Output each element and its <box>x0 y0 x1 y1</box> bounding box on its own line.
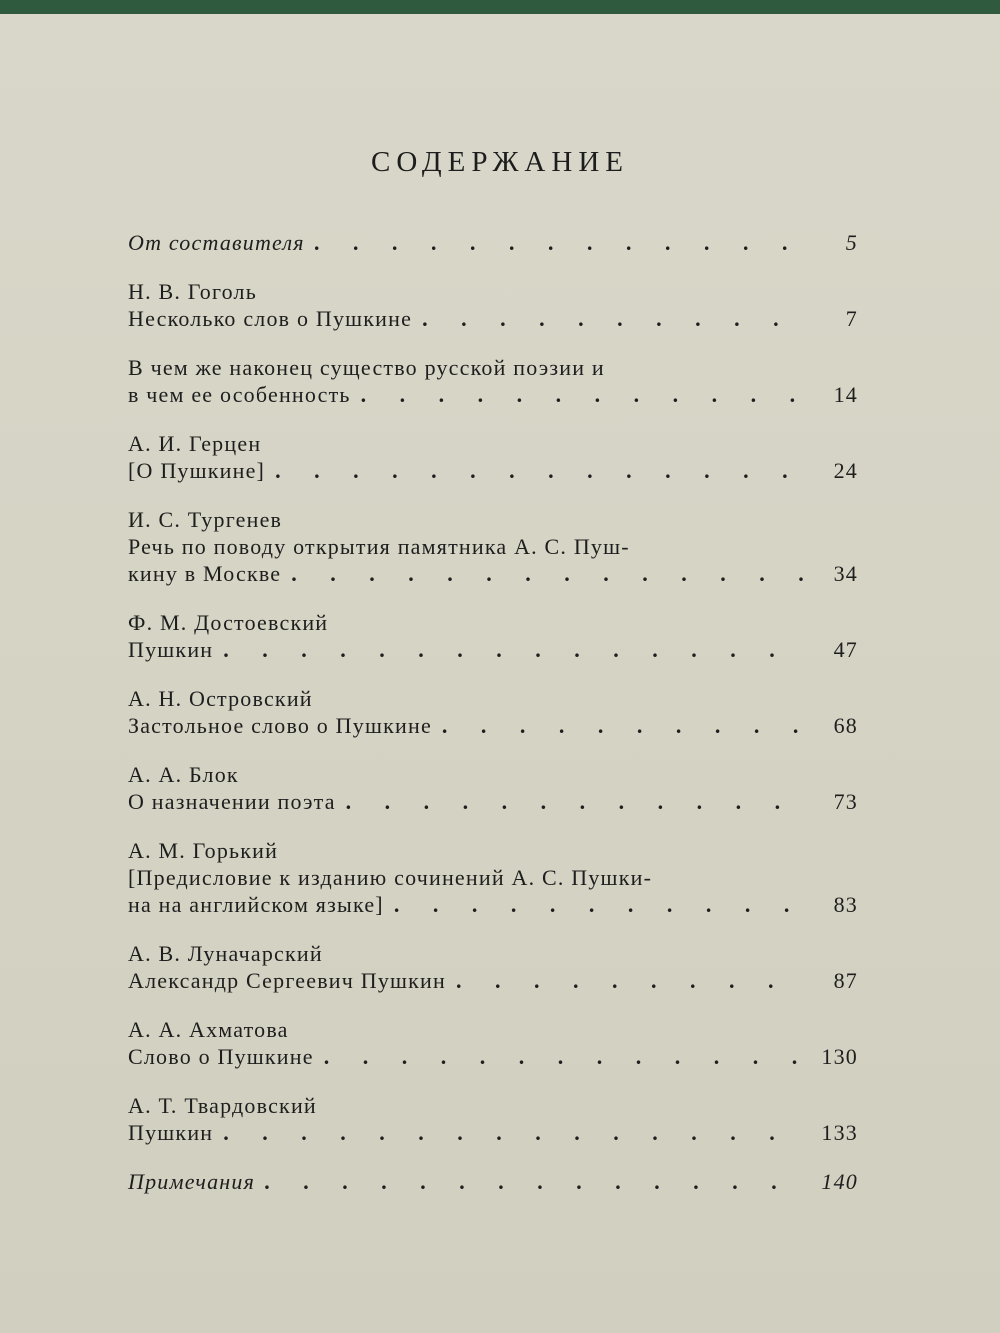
toc-author: А. Т. Твардовский <box>128 1093 317 1118</box>
dot-leader <box>315 229 804 256</box>
toc-entry <box>128 1092 858 1146</box>
toc-title-line: Речь по поводу открытия памятника А. С. Пуш- <box>128 534 630 559</box>
dot-leader <box>442 712 804 739</box>
toc-line <box>128 1043 858 1070</box>
toc-author: А. М. Горький <box>128 838 279 863</box>
toc-line <box>128 1119 858 1146</box>
toc-title: От составителя <box>128 230 305 255</box>
toc-entry <box>128 430 858 484</box>
toc-entry <box>128 685 858 739</box>
toc-author: А. А. Ахматова <box>128 1017 289 1042</box>
toc-page-number: 47 <box>833 637 858 662</box>
table-of-contents <box>128 229 858 1217</box>
toc-line <box>128 305 858 332</box>
toc-line <box>128 788 858 815</box>
dot-leader <box>223 1119 804 1146</box>
toc-page-number: 140 <box>821 1169 858 1194</box>
toc-title-line: [Предисловие к изданию сочинений А. С. Пушки- <box>128 865 653 890</box>
toc-title: Примечания <box>128 1169 256 1194</box>
toc-title: кину в Москве <box>128 561 282 586</box>
toc-page-number: 34 <box>833 561 858 586</box>
toc-page-number: 7 <box>845 306 858 331</box>
toc-page-number: 5 <box>845 230 858 255</box>
toc-page-number: 73 <box>833 789 858 814</box>
toc-page-number: 68 <box>833 713 858 738</box>
toc-line <box>128 967 858 994</box>
toc-line <box>128 229 858 256</box>
toc-author: А. А. Блок <box>128 762 239 787</box>
toc-entry <box>128 761 858 815</box>
toc-title: на на английском языке] <box>128 892 384 917</box>
toc-entry <box>128 354 858 408</box>
toc-line <box>128 891 858 918</box>
toc-page-number: 83 <box>833 892 858 917</box>
toc-title: О назначении поэта <box>128 789 336 814</box>
toc-title: Застольное слово о Пушкине <box>128 713 432 738</box>
toc-title: Несколько слов о Пушкине <box>128 306 413 331</box>
toc-entry <box>128 506 858 587</box>
dot-leader <box>265 1168 804 1195</box>
dot-leader <box>223 636 804 663</box>
dot-leader <box>394 891 804 918</box>
toc-entry <box>128 1016 858 1070</box>
toc-entry <box>128 940 858 994</box>
dot-leader <box>422 305 804 332</box>
toc-title: [О Пушкине] <box>128 458 266 483</box>
dot-leader <box>361 381 804 408</box>
toc-title: в чем ее особенность <box>128 382 351 407</box>
toc-page-number: 130 <box>821 1044 858 1069</box>
toc-author: А. В. Луначарский <box>128 941 323 966</box>
toc-author: Н. В. Гоголь <box>128 279 257 304</box>
toc-title: Пушкин <box>128 1120 214 1145</box>
toc-page-number: 133 <box>821 1120 858 1145</box>
toc-entry <box>128 609 858 663</box>
toc-line <box>128 457 858 484</box>
toc-title: Слово о Пушкине <box>128 1044 314 1069</box>
dot-leader <box>346 788 804 815</box>
toc-title: Александр Сергеевич Пушкин <box>128 968 446 993</box>
toc-author: И. С. Тургенев <box>128 507 283 532</box>
toc-entry <box>128 837 858 918</box>
toc-line <box>128 1168 858 1195</box>
dot-leader <box>275 457 804 484</box>
toc-line <box>128 560 858 587</box>
toc-entry <box>128 278 858 332</box>
toc-title: Пушкин <box>128 637 214 662</box>
toc-line <box>128 636 858 663</box>
toc-line <box>128 712 858 739</box>
toc-page-number: 87 <box>833 968 858 993</box>
toc-page-number: 24 <box>833 458 858 483</box>
toc-entry <box>128 1168 858 1195</box>
dot-leader <box>324 1043 804 1070</box>
book-page <box>0 14 1000 1333</box>
dot-leader <box>291 560 804 587</box>
toc-title-line: В чем же наконец существо русской поэзии и <box>128 355 605 380</box>
toc-page-number: 14 <box>833 382 858 407</box>
toc-author: А. Н. Островский <box>128 686 313 711</box>
page-title: СОДЕРЖАНИЕ <box>371 146 629 178</box>
toc-entry <box>128 229 858 256</box>
toc-line <box>128 381 858 408</box>
toc-author: А. И. Герцен <box>128 431 262 456</box>
toc-author: Ф. М. Достоевский <box>128 610 329 635</box>
dot-leader <box>456 967 804 994</box>
